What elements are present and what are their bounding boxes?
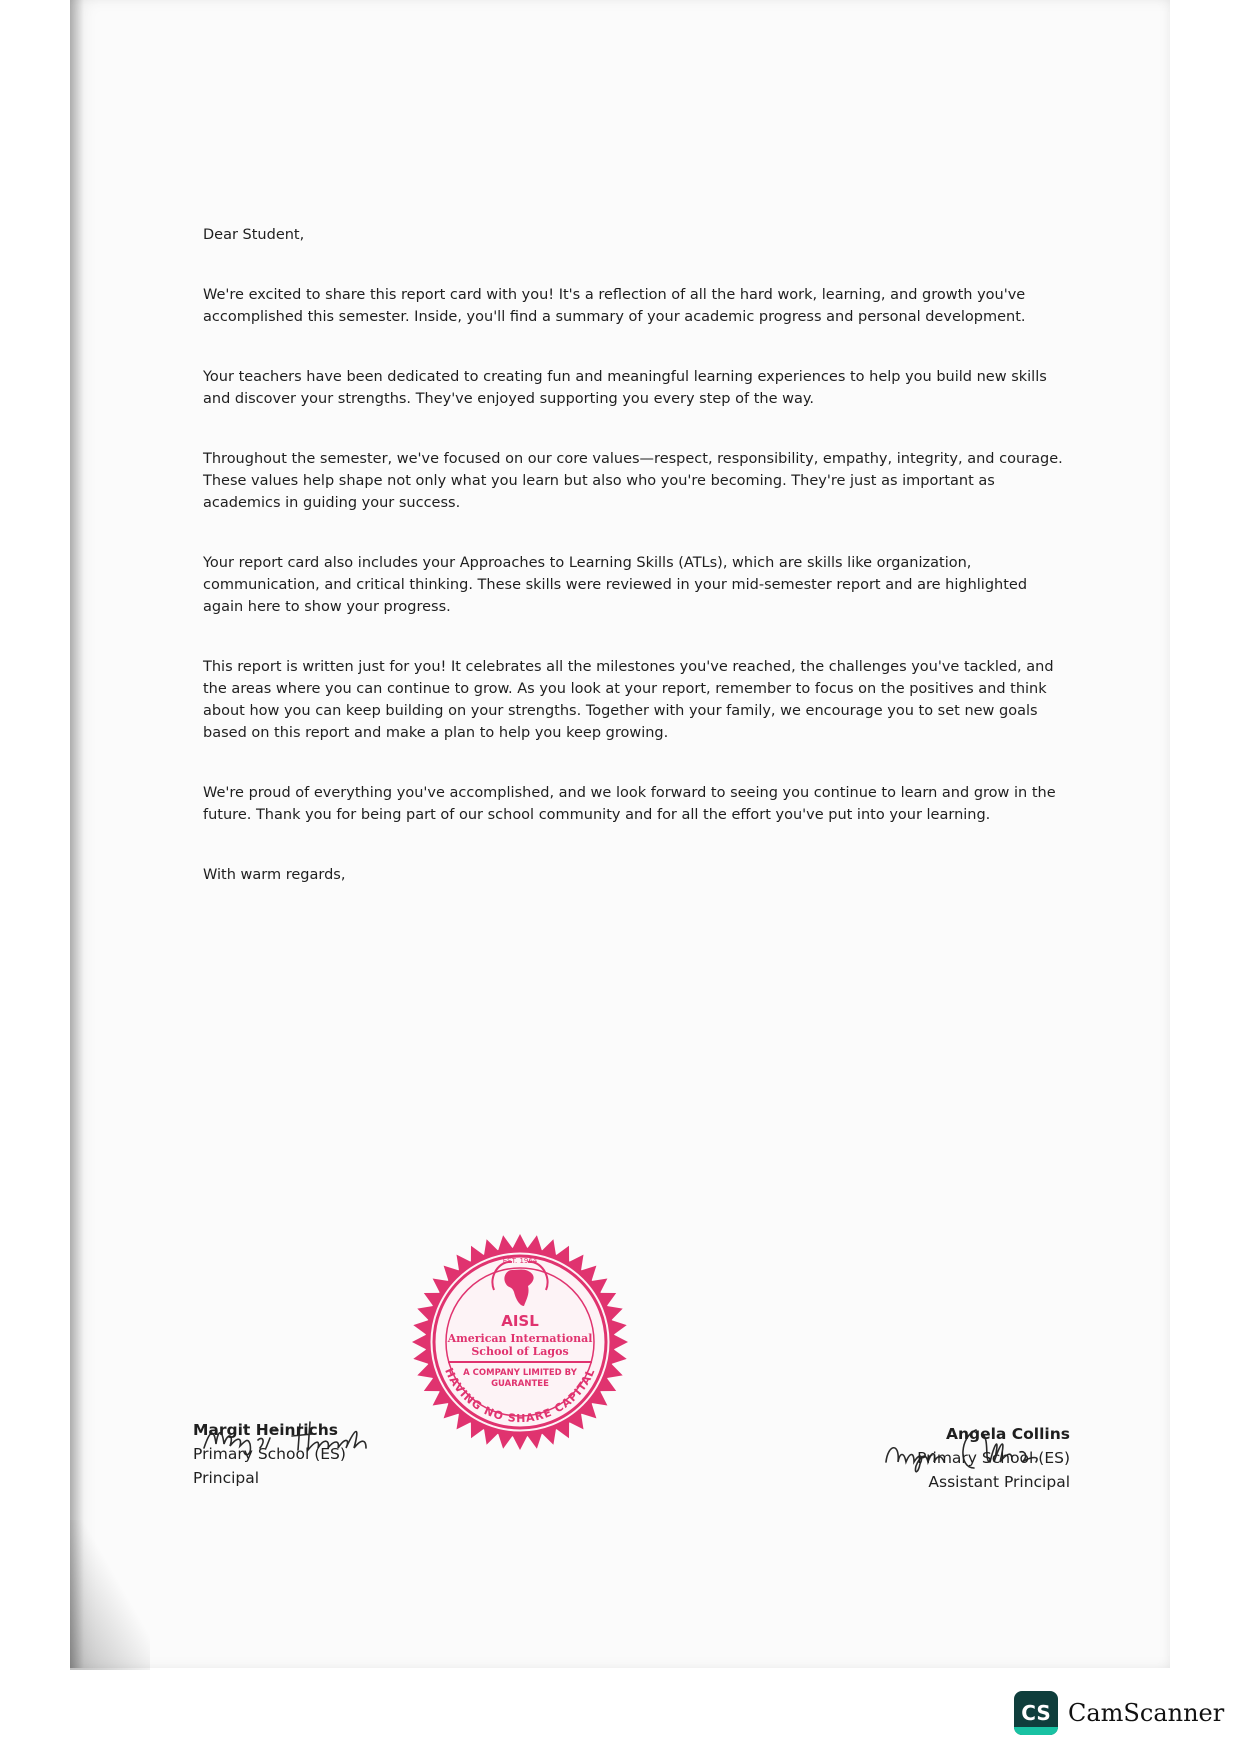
letter-paragraph: This report is written just for you! It celebrates all the milestones you've reached, the challenges you've tackled, and the areas where you can continue to grow. As you look at your report, remember to focus on the positives and think about how you can keep building on your strengths. Together with your family, we encourage you to set new goals based on this report and make a plan to help you keep growing. xyxy=(203,659,1054,741)
paper-fold-shadow xyxy=(70,1520,150,1670)
signatory-left-division: Primary School (ES) xyxy=(193,1445,346,1463)
letter-greeting: Dear Student, xyxy=(203,227,305,243)
letter-body xyxy=(203,224,1063,886)
letter-paragraph: Throughout the semester, we've focused on our core values—respect, responsibility, empathy, integrity, and courage. These values help shape not only what you learn but also who you're becoming. They're just as important as academics in guiding your success. xyxy=(203,451,1063,511)
letter-closing: With warm regards, xyxy=(203,867,346,883)
stamp-company2: GUARANTEE xyxy=(491,1379,549,1389)
paper-shadow xyxy=(70,0,84,1668)
camscanner-badge-icon: CS xyxy=(1014,1691,1058,1735)
signatory-right-name: Angela Collins xyxy=(945,1425,1070,1443)
letter-paragraph: We're proud of everything you've accomplished, and we look forward to seeing you continue to learn and grow in the future. Thank you for being part of our school community and for all the effort you've put into your learning. xyxy=(203,785,1056,823)
signatory-right-title: Assistant Principal xyxy=(928,1473,1070,1491)
signatory-left xyxy=(193,1418,493,1490)
letter-paragraph: We're excited to share this report card with you! It's a reflection of all the hard work, learning, and growth you've accomplished this semester. Inside, you'll find a summary of your academic progress and personal development. xyxy=(203,287,1026,325)
stamp-line2: School of Lagos xyxy=(471,1345,569,1358)
stamp-abbr: AISL xyxy=(501,1312,539,1330)
signatory-right-division: Primary School (ES) xyxy=(917,1449,1070,1467)
stamp-company1: A COMPANY LIMITED BY xyxy=(463,1368,577,1378)
signatory-right xyxy=(750,1422,1070,1494)
stamp-line1: American International xyxy=(447,1332,593,1345)
letter-paragraph: Your teachers have been dedicated to creating fun and meaningful learning experiences to help you build new skills and discover your strengths. They've enjoyed supporting you every step of the way. xyxy=(203,369,1047,407)
letter-paragraph: Your report card also includes your Approaches to Learning Skills (ATLs), which are skills like organization, communication, and critical thinking. These skills were reviewed in your mid-semester report and are highlighted again here to show your progress. xyxy=(203,555,1028,615)
camscanner-watermark xyxy=(1014,1690,1224,1736)
signatory-left-name: Margit Heinrichs xyxy=(193,1421,338,1439)
signatory-left-title: Principal xyxy=(193,1469,260,1487)
stamp-arc-textpath: HAVING NO SHARE CAPITAL xyxy=(442,1366,598,1426)
stamp-est: EST. 1964 xyxy=(502,1257,538,1265)
camscanner-brand: CamScanner xyxy=(1068,1699,1225,1727)
